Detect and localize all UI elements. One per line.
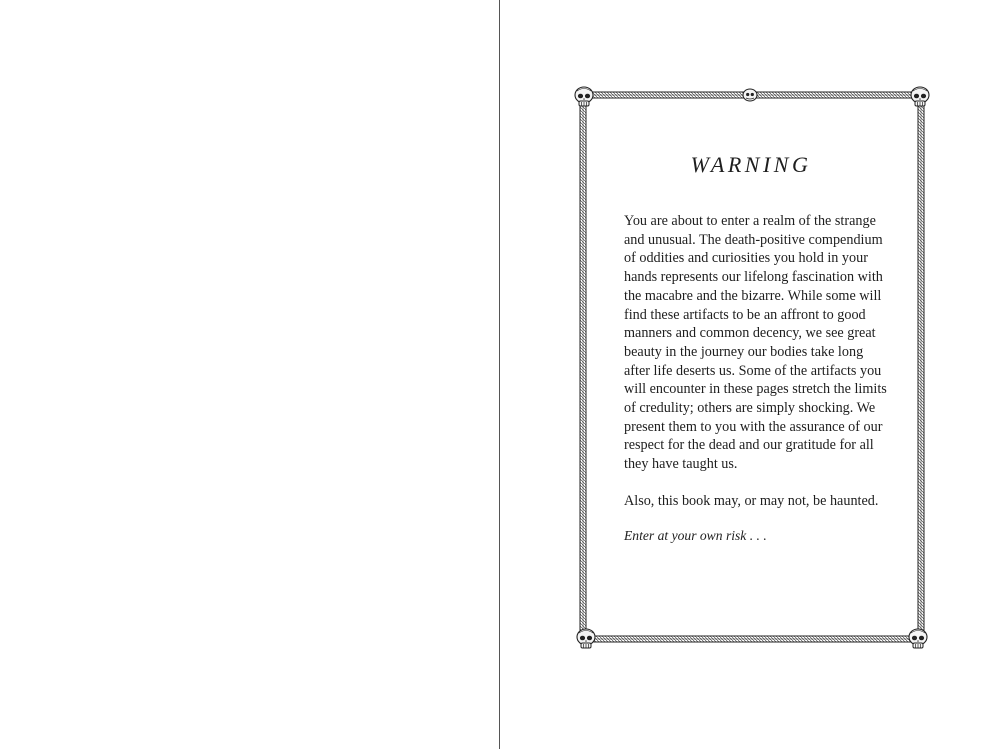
- bottom-border: [594, 636, 912, 642]
- skull-icon: [909, 629, 927, 648]
- skull-icon: [575, 87, 593, 106]
- text-line: respect for the dead and our gratitude for all: [624, 437, 874, 454]
- right-border: [918, 106, 924, 630]
- left-page: [0, 0, 499, 749]
- text-line: of credulity; others are simply shocking. We: [624, 400, 876, 417]
- text-line: after life deserts us. Some of the artifacts you: [624, 362, 882, 379]
- text-line: will encounter in these pages stretch the limits: [624, 381, 887, 398]
- paragraph-2: Also, this book may, or may not, be haunted.: [624, 492, 879, 509]
- text-line: the macabre and the bizarre. While some will: [624, 287, 882, 304]
- text-line: present them to you with the assurance of our: [624, 418, 883, 435]
- bone-knot-icon: [743, 89, 757, 101]
- text-line: hands represents our lifelong fascination with: [624, 269, 883, 286]
- paragraph-1: [624, 212, 887, 474]
- text-line: of oddities and curiosities you hold in your: [624, 250, 868, 267]
- text-line: find these artifacts to be an affront to good: [624, 306, 866, 323]
- text-line: and unusual. The death-positive compendium: [624, 231, 883, 248]
- text-line: manners and common decency, we see great: [624, 325, 876, 342]
- skull-icon: [577, 629, 595, 648]
- page-title: WARNING: [690, 152, 812, 177]
- closing-line: Enter at your own risk . . .: [624, 527, 767, 543]
- text-line: beauty in the journey our bodies take long: [624, 343, 864, 360]
- warning-text-block: [624, 150, 887, 544]
- text-line: You are about to enter a realm of the strange: [624, 213, 876, 229]
- left-border: [580, 106, 586, 630]
- skull-icon: [911, 87, 929, 106]
- text-line: they have taught us.: [624, 456, 738, 473]
